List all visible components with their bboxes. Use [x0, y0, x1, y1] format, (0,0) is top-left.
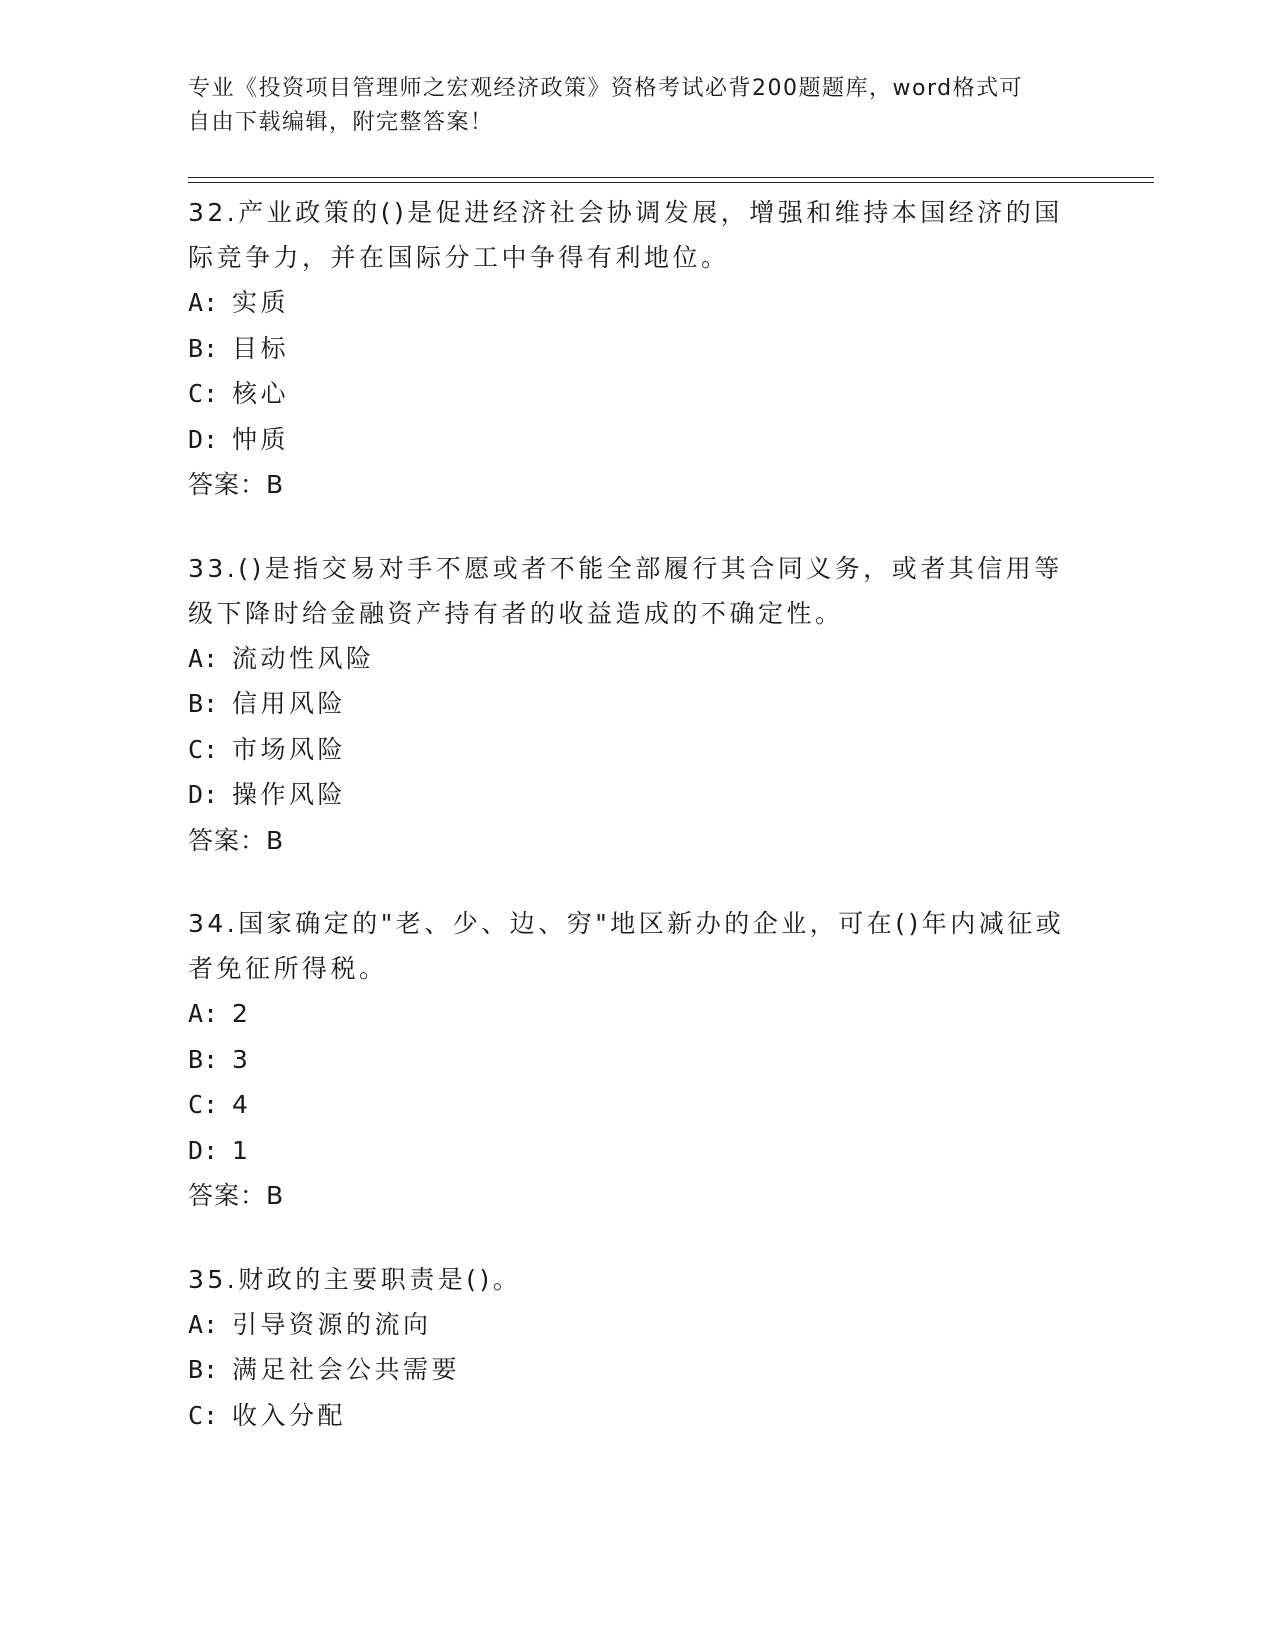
option-b: [188, 1037, 1088, 1083]
option-letter: A:: [188, 643, 219, 673]
option-letter: A:: [188, 1309, 219, 1339]
option-text: 1: [232, 1135, 252, 1165]
question-32: [188, 190, 1088, 508]
option-letter: D:: [188, 1135, 219, 1165]
document-header: [188, 72, 1088, 140]
option-text: 收入分配: [232, 1400, 347, 1430]
option-b: [188, 326, 1088, 372]
option-d: [188, 1128, 1088, 1174]
option-letter: D:: [188, 424, 219, 454]
option-text: 3: [232, 1044, 252, 1074]
option-text: 市场风险: [232, 734, 347, 764]
option-text: 2: [232, 999, 252, 1028]
question-stem: 35.财政的主要职责是()。: [188, 1264, 522, 1294]
option-d: [188, 772, 1088, 818]
option-letter: C:: [188, 379, 219, 408]
option-letter: C:: [188, 734, 219, 764]
option-text: 信用风险: [232, 689, 347, 718]
header-divider-top: [188, 177, 1154, 178]
header-line-1: 专业《投资项目管理师之宏观经济政策》资格考试必背200题题库，word格式可: [188, 76, 1024, 101]
option-text: 流动性风险: [232, 643, 375, 673]
answer-line: 答案：B: [188, 470, 285, 499]
option-text: 满足社会公共需要: [232, 1355, 461, 1384]
option-letter: C:: [188, 1400, 219, 1430]
answer-line: 答案：B: [188, 1181, 285, 1210]
header-line-2: 自由下载编辑，附完整答案！: [188, 110, 494, 135]
question-35: [188, 1257, 1088, 1439]
option-letter: B:: [188, 333, 219, 363]
option-letter: C:: [188, 1090, 219, 1119]
option-text: 实质: [232, 288, 290, 317]
option-text: 操作风险: [232, 780, 347, 809]
question-33: [188, 546, 1088, 864]
option-text: 引导资源的流向: [232, 1309, 432, 1339]
question-stem: 32.产业政策的()是促进经济社会协调发展，增强和维持本国经济的国际竞争力，并在国际分工中争得有利地位。: [188, 198, 1063, 272]
option-letter: D:: [188, 780, 219, 809]
option-a: [188, 991, 1088, 1037]
option-c: [188, 1393, 1088, 1439]
question-list: [188, 190, 1088, 1476]
option-c: [188, 1082, 1088, 1128]
option-text: 4: [232, 1090, 252, 1119]
option-a: [188, 1302, 1088, 1348]
header-divider-bottom: [188, 182, 1154, 183]
option-c: [188, 371, 1088, 417]
option-letter: A:: [188, 999, 219, 1028]
option-text: 忡质: [232, 424, 290, 454]
answer-line: 答案：B: [188, 825, 285, 855]
option-b: [188, 681, 1088, 727]
question-stem: 33.()是指交易对手不愿或者不能全部履行其合同义务，或者其信用等级下降时给金融资产持有者的收益造成的不确定性。: [188, 553, 1063, 628]
option-c: [188, 727, 1088, 773]
option-letter: A:: [188, 288, 219, 317]
option-b: [188, 1347, 1088, 1393]
option-a: [188, 636, 1088, 682]
question-34: [188, 901, 1088, 1219]
option-letter: B:: [188, 1044, 219, 1074]
question-stem: 34.国家确定的"老、少、边、穷"地区新办的企业，可在()年内减征或者免征所得税。: [188, 909, 1065, 983]
option-text: 目标: [232, 333, 290, 363]
option-d: [188, 417, 1088, 463]
option-letter: B:: [188, 689, 219, 718]
option-text: 核心: [232, 379, 290, 408]
option-letter: B:: [188, 1355, 219, 1384]
option-a: [188, 280, 1088, 326]
